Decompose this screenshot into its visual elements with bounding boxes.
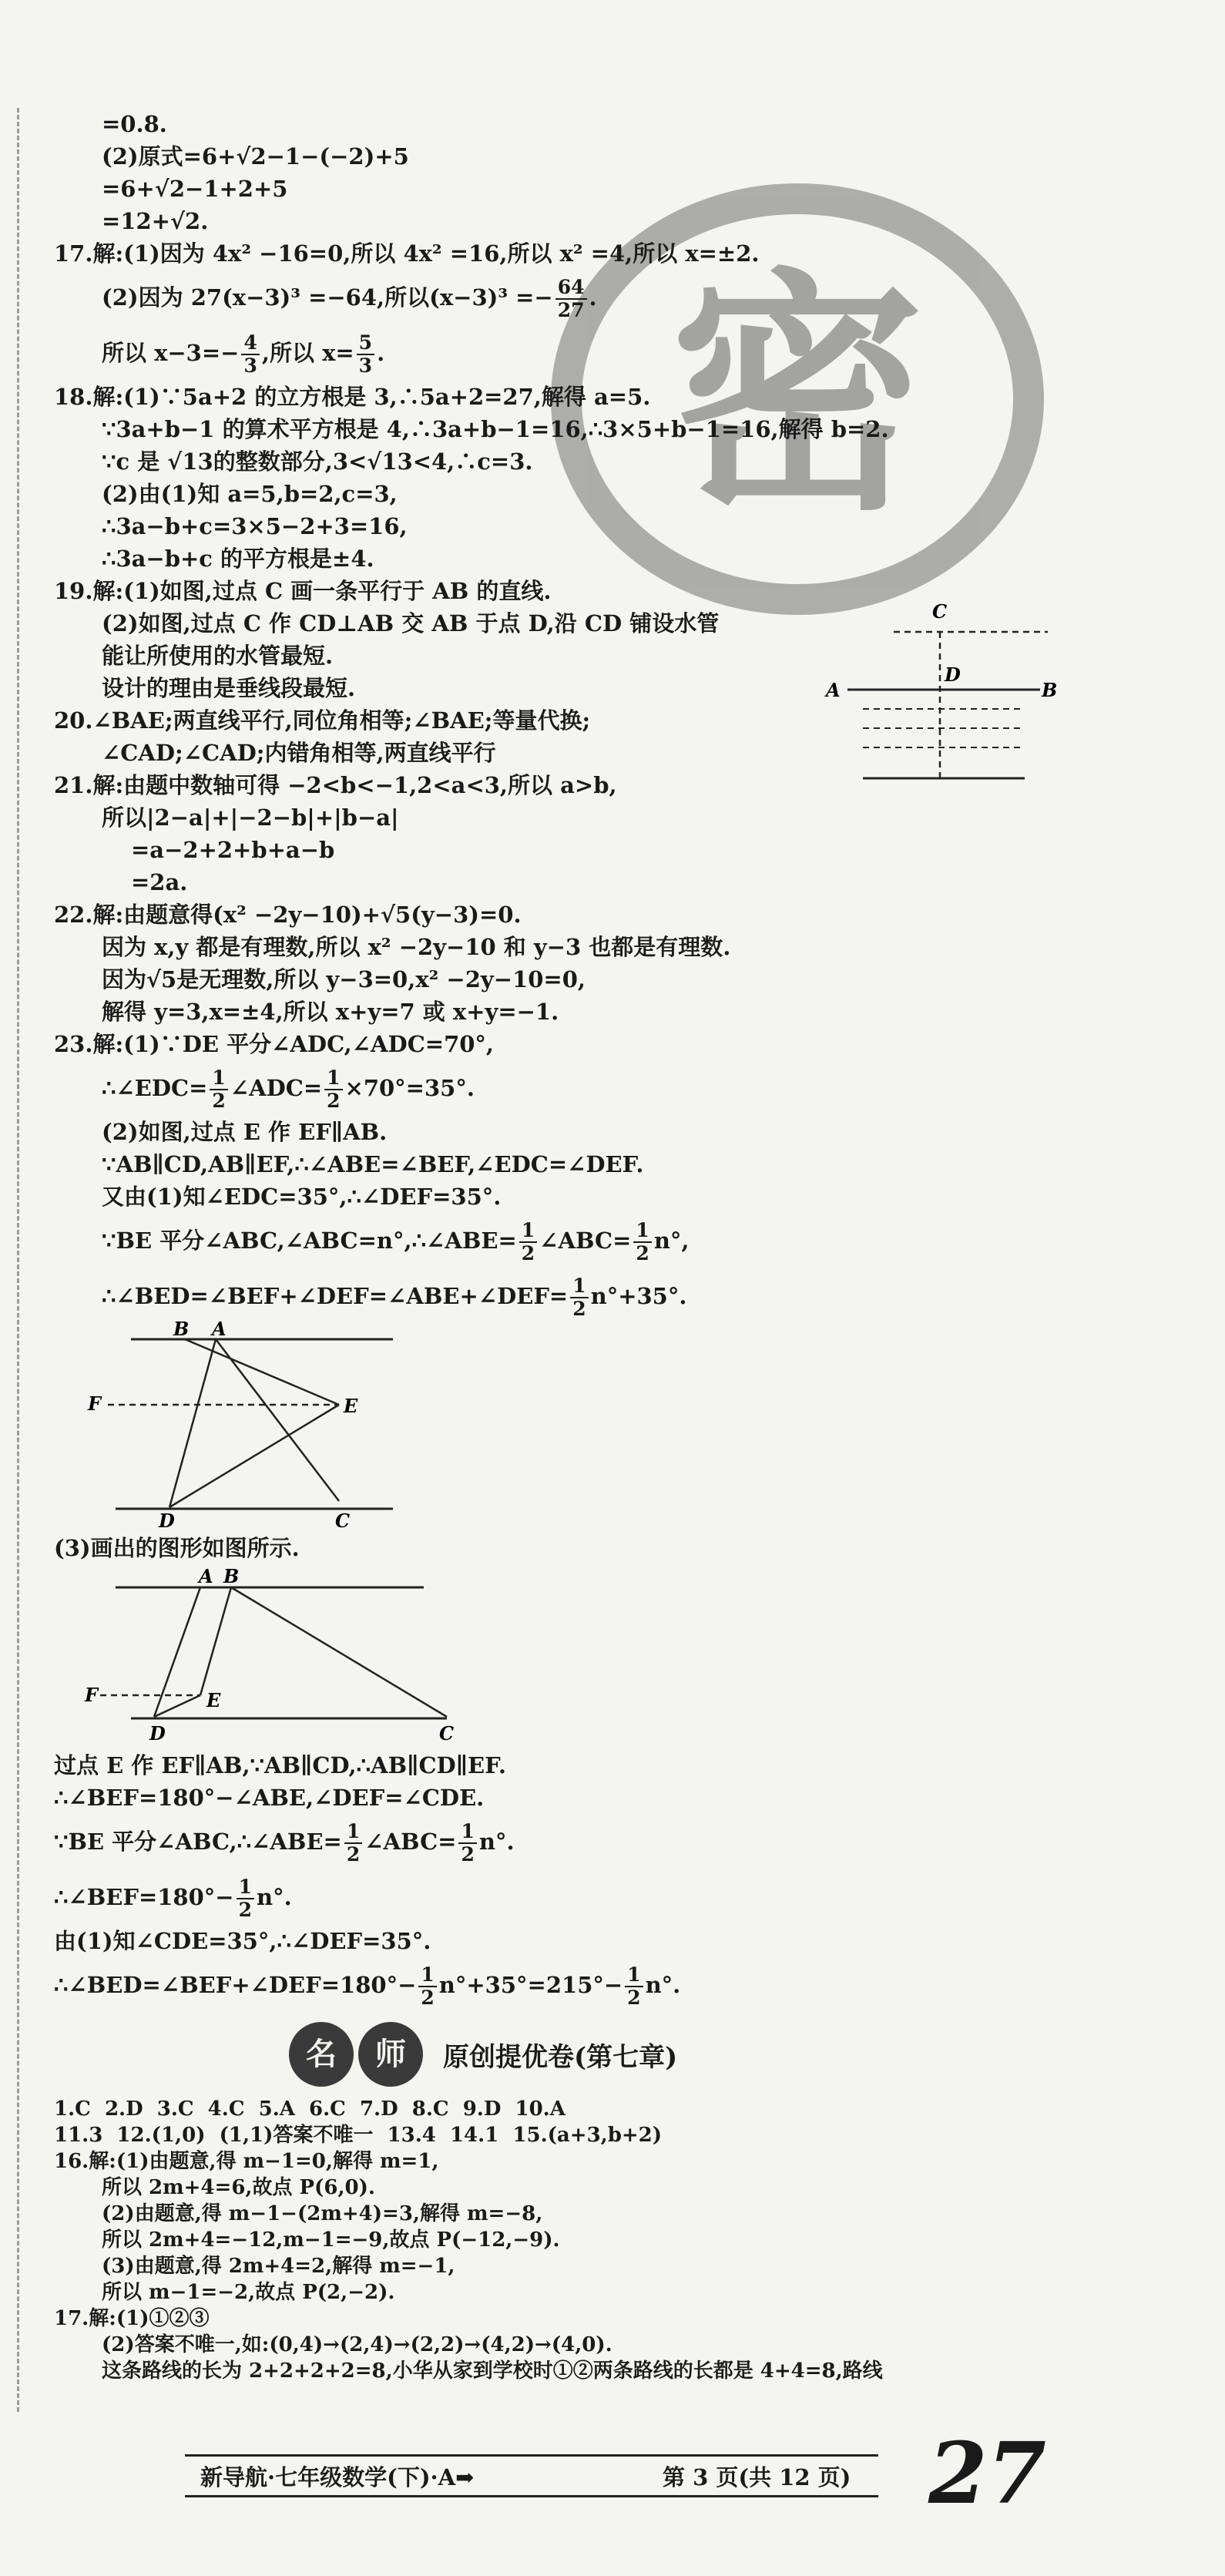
point-label-A: A — [212, 1318, 227, 1340]
text-line: =12+√2. — [102, 208, 209, 234]
point-label-D: D — [149, 1722, 166, 1745]
text-line: (2)因为 27(x−3)³ =−64,所以(x−3)³ =− $\frac{64}{27}$ . — [102, 276, 597, 321]
text-line: 设计的理由是垂线段最短. — [102, 675, 356, 701]
point-label-F: F — [85, 1684, 99, 1706]
text-line: 20.∠BAE;两直线平行,同位角相等;∠BAE;等量代换; — [54, 707, 591, 734]
text-line: (3)画出的图形如图所示. — [54, 1535, 300, 1561]
text-line: 17.解:(1)①②③ — [54, 2307, 210, 2330]
section-badge-1: 名 — [289, 2022, 354, 2087]
text-line: ∵BE 平分∠ABC,∴∠ABE= $\frac{1}{2}$ ∠ABC= $\frac{1}{2}$ n°. — [54, 1820, 515, 1866]
fraction: $\frac{1}{2}$ — [237, 1876, 254, 1921]
fraction: $\frac{1}{2}$ — [344, 1821, 362, 1866]
binding-margin-dashed-line — [17, 108, 19, 2412]
fraction: $\frac{1}{2}$ — [418, 1964, 436, 2009]
text-line: 19.解:(1)如图,过点 C 画一条平行于 AB 的直线. — [54, 578, 552, 604]
point-label-D: D — [159, 1510, 175, 1532]
fraction: $\frac{1}{2}$ — [570, 1275, 588, 1320]
text-line: ∵AB∥CD,AB∥EF,∴∠ABE=∠BEF,∠EDC=∠DEF. — [102, 1151, 644, 1177]
fraction: $\frac{1}{2}$ — [324, 1067, 342, 1112]
page-info: 第 3 页(共 12 页) — [663, 2464, 851, 2490]
text-line: 17.解:(1)因为 4x² −16=0,所以 4x² =16,所以 x² =4,所以 x=±2. — [54, 240, 760, 267]
text-line: ∴∠EDC= $\frac{1}{2}$ ∠ADC= $\frac{1}{2}$ ×70°=35°. — [102, 1066, 475, 1112]
text-line: 解得 y=3,x=±4,所以 x+y=7 或 x+y=−1. — [102, 999, 559, 1025]
text-line: 1.C 2.D 3.C 4.C 5.A 6.C 7.D 8.C 9.D 10.A — [54, 2097, 566, 2121]
chapter7-answers — [54, 2096, 1056, 2384]
point-label-B: B — [173, 1318, 190, 1340]
text-line: (2)如图,过点 E 作 EF∥AB. — [102, 1119, 388, 1145]
text-line: =0.8. — [102, 111, 167, 137]
stamp-character: 密 — [670, 245, 925, 544]
text-line: (2)如图,过点 C 作 CD⊥AB 交 AB 于点 D,沿 CD 铺设水管 — [102, 610, 720, 636]
point-label-B: B — [223, 1565, 240, 1587]
text-line: 能让所使用的水管最短. — [102, 643, 334, 669]
point-label-E: E — [206, 1689, 221, 1711]
text-line: 因为√5是无理数,所以 y−3=0,x² −2y−10=0, — [102, 966, 586, 992]
fraction: $\frac{4}{3}$ — [241, 332, 259, 377]
text-line: 由(1)知∠CDE=35°,∴∠DEF=35°. — [54, 1928, 431, 1954]
text-line: 所以 2m+4=−12,m−1=−9,故点 P(−12,−9). — [102, 2228, 560, 2252]
fraction: $\frac{1}{2}$ — [519, 1220, 537, 1264]
text-line: ∴3a−b+c=3×5−2+3=16, — [102, 513, 408, 539]
point-label-D: D — [945, 663, 961, 686]
page-number: 27 — [928, 2423, 1047, 2523]
point-label-C: C — [932, 600, 948, 623]
text-line: 因为 x,y 都是有理数,所以 x² −2y−10 和 y−3 也都是有理数. — [102, 934, 731, 960]
text-line: (2)原式=6+√2−1−(−2)+5 — [102, 143, 409, 170]
text-line: =2a. — [131, 869, 188, 895]
point-label-C: C — [335, 1510, 351, 1532]
text-line: ∠CAD;∠CAD;内错角相等,两直线平行 — [102, 740, 496, 766]
fraction: $\frac{1}{2}$ — [210, 1067, 227, 1112]
text-line: 11.3 12.(1,0) (1,1)答案不唯一 13.4 14.1 15.(a+3,b+2) — [54, 2124, 663, 2147]
text-line: ∴∠BED=∠BEF+∠DEF=∠ABE+∠DEF= $\frac{1}{2}$ n°+35°. — [102, 1275, 687, 1320]
text-line: ∵3a+b−1 的算术平方根是 4,∴3a+b−1=16,∴3×5+b−1=16,解得 b=2. — [102, 416, 889, 442]
text-line: ∴∠BEF=180°−∠ABE,∠DEF=∠CDE. — [54, 1785, 485, 1811]
point-label-E: E — [344, 1395, 358, 1417]
fraction: $\frac{1}{2}$ — [458, 1821, 476, 1866]
figure-q19 — [824, 601, 1056, 786]
text-line: 18.解:(1)∵5a+2 的立方根是 3,∴5a+2=27,解得 a=5. — [54, 384, 651, 410]
text-line: (2)答案不唯一,如:(0,4)→(2,4)→(2,2)→(4,2)→(4,0). — [102, 2333, 612, 2356]
section-header — [289, 2022, 813, 2084]
text-line: ∵BE 平分∠ABC,∠ABC=n°,∴∠ABE= $\frac{1}{2}$ ∠ABC= $\frac{1}{2}$ n°, — [102, 1219, 690, 1264]
page-footer — [185, 2423, 1047, 2523]
point-label-B: B — [1042, 679, 1058, 701]
text-line: (2)由题意,得 m−1−(2m+4)=3,解得 m=−8, — [102, 2202, 543, 2225]
text-line: 又由(1)知∠EDC=35°,∴∠DEF=35°. — [102, 1184, 502, 1210]
fraction: $\frac{1}{2}$ — [625, 1964, 643, 2009]
text-line: ∴3a−b+c 的平方根是±4. — [102, 546, 374, 572]
fraction: $\frac{5}{3}$ — [357, 332, 374, 377]
fraction: $\frac{64}{27}$ — [555, 277, 587, 321]
text-line: 这条路线的长为 2+2+2+2=8,小华从家到学校时①②两条路线的长都是 4+4=8,路线 — [102, 2359, 883, 2383]
section-title: 原创提优卷(第七章) — [443, 2042, 678, 2073]
text-line: (3)由题意,得 2m+4=2,解得 m=−1, — [102, 2255, 455, 2278]
solution-text-block — [54, 108, 1056, 2013]
point-label-C: C — [439, 1722, 455, 1745]
text-line: =6+√2−1+2+5 — [102, 176, 288, 202]
text-line: 21.解:由题中数轴可得 −2<b<−1,2<a<3,所以 a>b, — [54, 772, 617, 798]
fraction: $\frac{1}{2}$ — [633, 1220, 651, 1264]
text-line: 所以 2m+4=6,故点 P(6,0). — [102, 2176, 375, 2199]
book-label: 新导航·七年级数学(下)·A➡ — [200, 2464, 475, 2490]
text-line: 过点 E 作 EF∥AB,∵AB∥CD,∴AB∥CD∥EF. — [54, 1752, 506, 1778]
text-line: ∵c 是 √13的整数部分,3<√13<4,∴c=3. — [102, 448, 533, 475]
text-line: 23.解:(1)∵DE 平分∠ADC,∠ADC=70°, — [54, 1031, 495, 1057]
text-line: 22.解:由题意得(x² −2y−10)+√5(y−3)=0. — [54, 902, 522, 928]
figure-q23-part2 — [85, 1318, 408, 1532]
point-label-A: A — [826, 679, 841, 701]
text-line: ∴∠BED=∠BEF+∠DEF=180°− $\frac{1}{2}$ n°+35°=215°− $\frac{1}{2}$ n°. — [54, 1963, 681, 2009]
text-line: 所以 x−3=− $\frac{4}{3}$ ,所以 x= $\frac{5}{3}$ . — [102, 331, 385, 377]
text-line: 16.解:(1)由题意,得 m−1=0,解得 m=1, — [54, 2150, 439, 2173]
text-line: =a−2+2+b+a−b — [131, 837, 335, 863]
text-line: (2)由(1)知 a=5,b=2,c=3, — [102, 481, 398, 507]
text-line: ∴∠BEF=180°− $\frac{1}{2}$ n°. — [54, 1876, 292, 1921]
figure-q23-part3 — [85, 1564, 470, 1749]
point-label-A: A — [199, 1565, 213, 1587]
point-label-F: F — [88, 1392, 102, 1415]
text-line: 所以|2−a|+|−2−b|+|b−a| — [102, 804, 399, 831]
text-line: 所以 m−1=−2,故点 P(2,−2). — [102, 2281, 395, 2304]
section-badge-2: 师 — [358, 2022, 423, 2087]
